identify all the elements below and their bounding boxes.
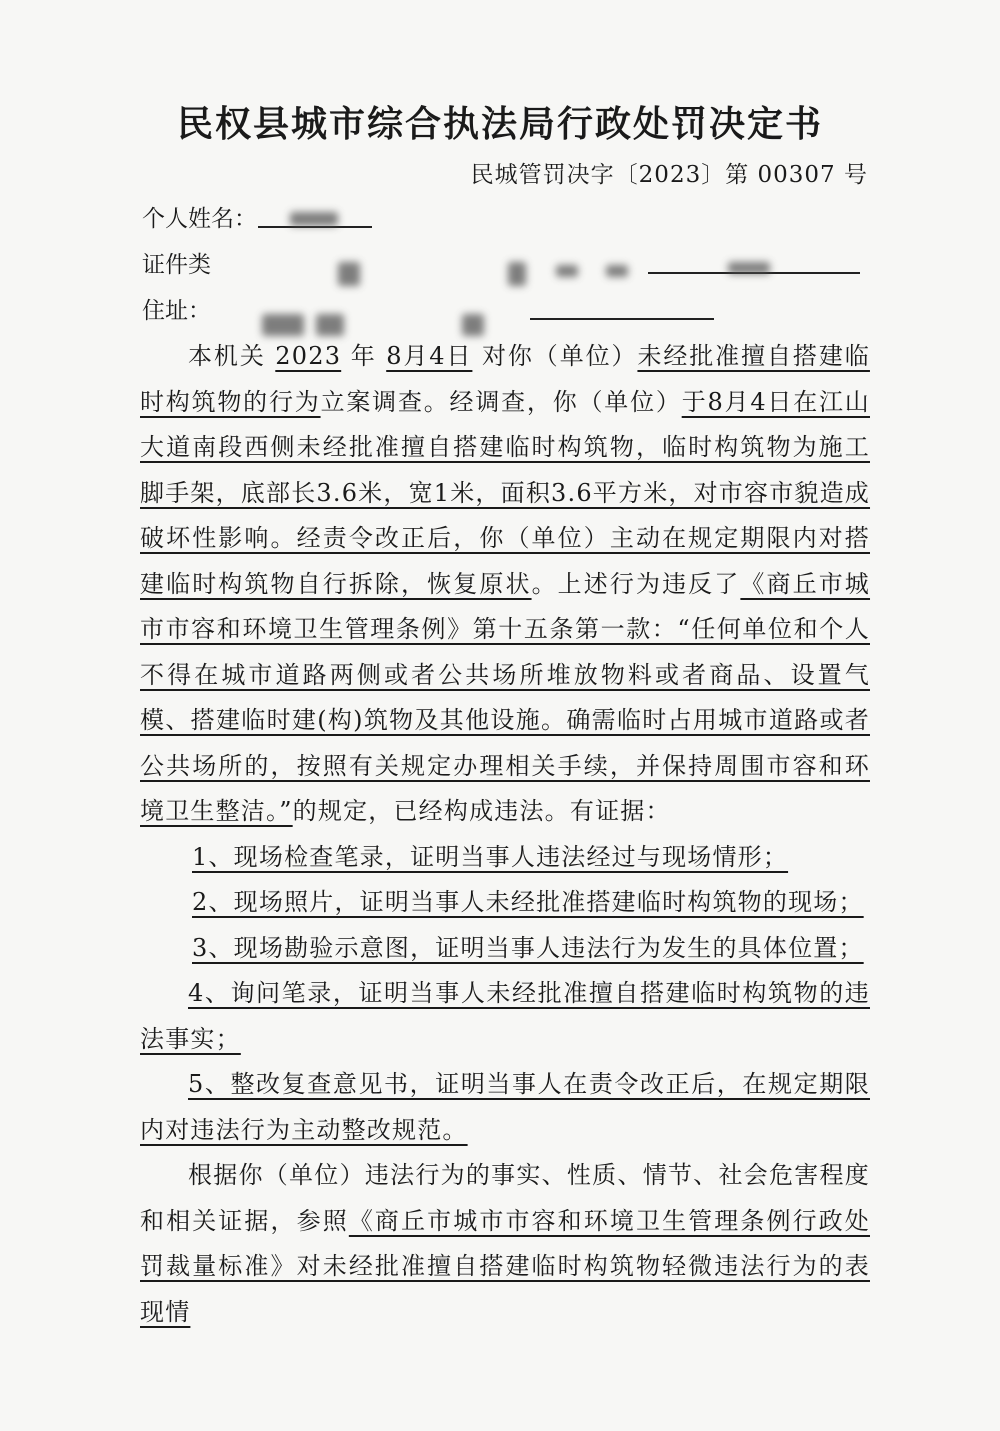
violation-description: 未经批准擅自搭建临时构筑物的行为	[140, 342, 870, 416]
redacted-id-2	[508, 262, 526, 286]
address-underline	[530, 318, 714, 320]
text-segment: 立案调查。经调查，你（单位）	[320, 387, 682, 416]
document-number: 民城管罚决字〔2023〕第 00307 号	[470, 162, 868, 188]
basis-paragraph	[140, 1153, 870, 1335]
redacted-id-1	[338, 262, 360, 286]
document-title: 民权县城市综合执法局行政处罚决定书	[176, 104, 823, 145]
redacted-id-5	[728, 262, 770, 274]
text-segment: 。上述行为违反了	[531, 569, 741, 598]
evidence-item: 4、询问笔录，证明当事人未经批准擅自搭建临时构筑物的违法事实；	[140, 979, 870, 1053]
redacted-address-2	[316, 314, 344, 336]
id-type-label: 证件类	[142, 252, 211, 278]
text-segment: 根据你（单位）违法行为的事实、性质、情节、社会危害程度和相关证据，参照	[140, 1161, 870, 1235]
decision-body	[140, 334, 870, 1335]
case-year: 2023	[275, 342, 342, 370]
redacted-address-3	[462, 314, 484, 336]
redacted-name	[290, 212, 338, 226]
evidence-item: 1、现场检查笔录，证明当事人违法经过与现场情形；	[192, 842, 789, 871]
evidence-item: 2、现场照片，证明当事人未经批准搭建临时构筑物的现场；	[192, 888, 864, 916]
redacted-id-4	[606, 265, 628, 277]
name-label: 个人姓名：	[142, 206, 257, 232]
redacted-address-1	[262, 314, 304, 336]
case-facts-paragraph	[140, 334, 870, 835]
name-underline	[258, 226, 372, 228]
regulation-citation: 《商丘市城市市容和环境卫生管理条例》第十五条第一款：“任何单位和个人不得在城市道路两侧或者公共场所堆放物料或者商品、设置气模、搭建临时建(构)筑物及其他设施。确需临时占用城市道路或者公共场所的，按照有关规定办理相关手续，并保持周围市容和环境卫生整洁。”	[140, 569, 871, 825]
text-segment: 本机关	[188, 342, 266, 370]
evidence-item: 3、现场勘验示意图，证明当事人违法行为发生的具体位置；	[192, 933, 864, 962]
text-segment: 年	[350, 342, 377, 370]
address-label: 住址：	[142, 298, 211, 324]
text-segment: 的规定，已经构成违法。有证据：	[292, 797, 671, 825]
investigation-findings: 于8月4日在江山大道南段西侧未经批准擅自搭建临时构筑物，临时构筑物为施工脚手架，底部长3.6米，宽1米，面积3.6平方米，对市容市貌造成破坏性影响。经责令改正后，你（单位）主动在规定期限内对搭建临时构筑物自行拆除，恢复原状	[140, 387, 871, 598]
redacted-id-3	[556, 265, 578, 277]
case-date: 8月4日	[386, 342, 473, 370]
discretion-standard-citation: 《商丘市城市市容和环境卫生管理条例行政处罚裁量标准》对未经批准擅自搭建临时构筑物轻微违法行为的表现情	[140, 1206, 870, 1326]
text-segment: 对你（单位）	[481, 342, 638, 370]
evidence-item: 5、整改复查意见书，证明当事人在责令改正后，在规定期限内对违法行为主动整改规范。	[140, 1070, 870, 1144]
